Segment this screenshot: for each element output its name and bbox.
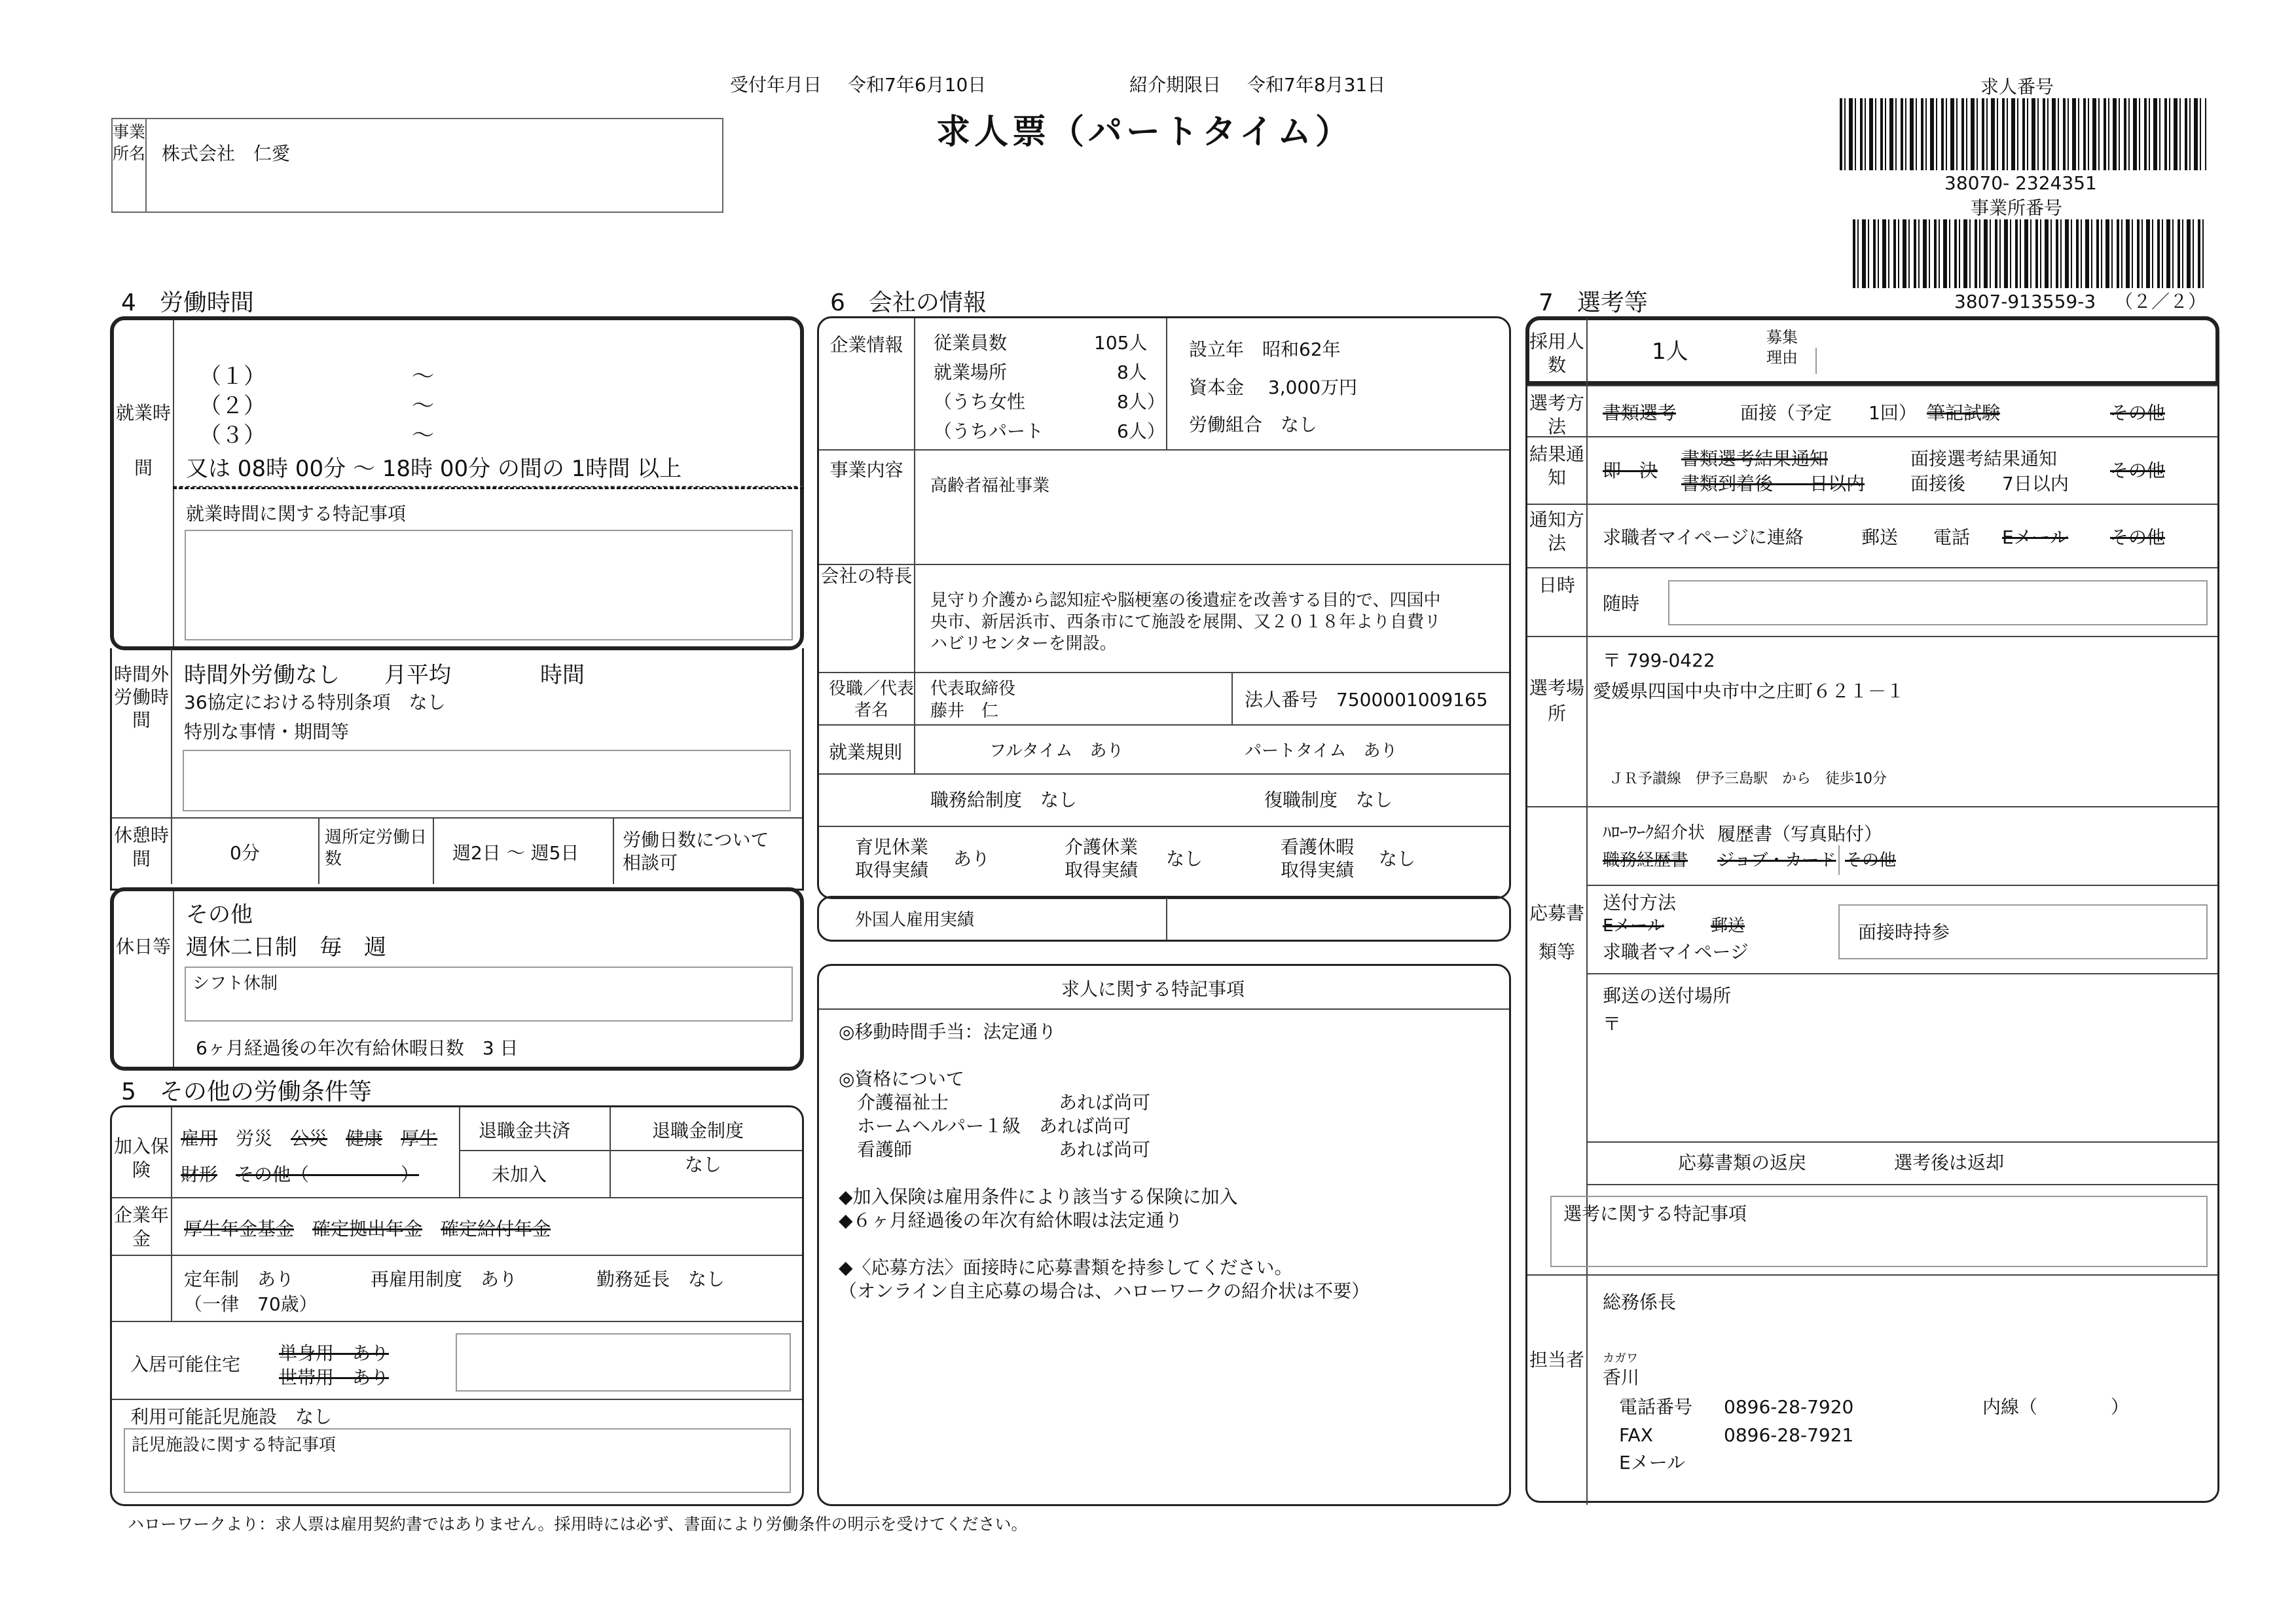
date-field — [1668, 580, 2208, 625]
rep-title: 代表取締役 — [930, 679, 1016, 699]
rep-label: 役職／代表者名 — [829, 679, 915, 720]
slot-3-tilde: ～ — [412, 422, 434, 449]
contact-label: 担当者 — [1529, 1349, 1584, 1371]
women: 8人） — [1117, 391, 1165, 413]
childcare-leave: あり — [953, 848, 991, 870]
ins-kousai: 公災 — [291, 1128, 328, 1149]
r-int-2: 面接後 7日以内 — [1910, 473, 2069, 494]
retire-mutual-value: 未加入 — [492, 1164, 547, 1185]
note-line: ◎資格について — [839, 1068, 964, 1090]
break-label: 休憩時間 — [113, 824, 169, 870]
feature-line-1: 見守り介護から認知症や脳梗塞の後遺症を改善する目的で、四国中 — [930, 591, 1441, 610]
period-label: 紹介期限日 — [1129, 74, 1222, 96]
note-line — [839, 1232, 1370, 1256]
m-written: 筆記試験 — [1927, 402, 2001, 424]
s-mypage: 求職者マイページ — [1603, 941, 1749, 963]
notice-label: 通知方法 — [1529, 509, 1584, 555]
workplace: 8人 — [1117, 361, 1147, 383]
s-email: Eメール — [1603, 916, 1664, 936]
other-conditions-box — [110, 1105, 804, 1506]
hire: 1人 — [1652, 339, 1688, 365]
docs-label: 応募書類等 — [1529, 902, 1584, 963]
office-number-barcode — [1853, 219, 2206, 288]
mail-postal: 〒 — [1603, 1013, 1622, 1035]
rep-name: 藤井 仁 — [930, 701, 999, 721]
d-jobcard: ジョブ・カード — [1717, 851, 1836, 870]
special-circumstances-field — [183, 750, 791, 811]
m-other: その他 — [2110, 402, 2166, 424]
corp-no: 法人番号 7500001009165 — [1245, 689, 1488, 710]
special-circumstances: 特別な事情・期間等 — [184, 721, 350, 743]
note-line: ◆６ヶ月経過後の年次有給休暇は法定通り — [839, 1209, 1183, 1231]
n-phone: 電話 — [1933, 526, 1971, 548]
days-note-1: 労働日数について — [623, 829, 769, 851]
job-number-barcode — [1840, 98, 2206, 170]
return-label: 応募書類の返戻 — [1678, 1152, 1807, 1173]
slot-1-tilde: ～ — [412, 363, 434, 390]
slot-2: （２） — [199, 393, 266, 419]
holiday-label: 休日等 — [115, 936, 171, 957]
work-hours-note-field — [185, 530, 793, 640]
retire-age: 定年制 あり — [184, 1268, 295, 1290]
period-date: 令和7年8月31日 — [1247, 74, 1386, 96]
rules-full: フルタイム あり — [989, 741, 1124, 761]
note-line: ◎移動時間手当：法定通り — [839, 1021, 1057, 1043]
m-interview: 面接（予定 1回） — [1740, 402, 1917, 424]
rules-label: 就業規則 — [829, 741, 903, 763]
business: 高齢者福祉事業 — [930, 476, 1050, 496]
cp-dc: 確定拠出年金 — [312, 1218, 423, 1240]
office-name-box — [111, 118, 723, 213]
retire-system-label: 退職金制度 — [652, 1120, 744, 1141]
weekly-days: 週2日 ～ 週5日 — [452, 842, 579, 864]
part: 6人） — [1117, 420, 1165, 442]
r-immediate: 即 決 — [1603, 460, 1658, 481]
childcare-leave-label: 育児休業取得実績 — [855, 836, 929, 881]
contact-kana: カガワ — [1603, 1352, 1638, 1365]
note-line: ◆加入保険は雇用条件により該当する保険に加入 — [839, 1186, 1238, 1208]
page-indicator: （２／２） — [2115, 291, 2207, 312]
housing-label: 入居可能住宅 — [130, 1354, 241, 1375]
section7-title: 7 選考等 — [1539, 289, 1648, 316]
job-number: 38070- 2324351 — [1944, 172, 2097, 194]
slot-1: （１） — [199, 363, 266, 390]
mail-to: 郵送の送付場所 — [1603, 985, 1732, 1006]
section5-title: 5 その他の労働条件等 — [121, 1079, 372, 1105]
employees-label: 従業員数 — [934, 332, 1008, 354]
note-line: ◆〈応募方法〉面接時に応募書類を持参してください。 — [839, 1257, 1293, 1278]
slot-2-tilde: ～ — [412, 393, 434, 419]
tel-label: 電話番号 — [1619, 1396, 1693, 1418]
workplace-label: 就業場所 — [934, 361, 1008, 383]
docs-other-field — [1838, 845, 2206, 875]
retire-mutual-label: 退職金共済 — [479, 1120, 571, 1141]
slot-3: （３） — [199, 422, 266, 449]
job-number-label: 求人番号 — [1980, 76, 2054, 98]
overtime-line: 時間外労働なし 月平均 時間 — [184, 662, 585, 688]
r-doc-2: 書類到着後 日以内 — [1681, 473, 1865, 494]
result-label: 結果通知 — [1529, 443, 1584, 489]
foreign-box — [817, 896, 1511, 942]
feature-label: 会社の特長 — [820, 565, 913, 587]
housing-note-field — [456, 1333, 791, 1392]
d-resume: 履歴書（写真貼付） — [1717, 823, 1883, 845]
union: 労働組合 なし — [1189, 414, 1318, 435]
founded: 設立年 昭和62年 — [1189, 339, 1341, 360]
foreign-label: 外国人雇用実績 — [855, 910, 975, 930]
cp-db: 確定給付年金 — [441, 1218, 551, 1240]
contact-name: 香川 — [1603, 1367, 1640, 1388]
break-value: 0分 — [230, 842, 260, 864]
section4-title: 4 労働時間 — [121, 289, 254, 316]
email-label: Eメール — [1619, 1452, 1686, 1473]
office-number: 3807-913559-3 — [1954, 291, 2096, 312]
holiday-system: 週休二日制 毎 週 — [186, 934, 386, 961]
contact-title: 総務係長 — [1603, 1291, 1677, 1313]
business-label: 事業内容 — [829, 459, 903, 481]
childcare: 利用可能託児施設 なし — [130, 1406, 333, 1428]
r-other: その他 — [2110, 460, 2166, 481]
s-mail: 郵送 — [1711, 916, 1745, 936]
childcare-note: 託児施設に関する特記事項 — [132, 1435, 337, 1455]
ext: 内線（ ） — [1982, 1396, 2130, 1418]
note-line: 看護師 あれば尚可 — [839, 1139, 1151, 1160]
n-other: その他 — [2110, 526, 2166, 548]
agreement: 36協定における特別条項 なし — [184, 692, 446, 713]
company-info-label: 企業情報 — [829, 334, 903, 356]
reason-label: 募集理由 — [1766, 328, 1798, 367]
overtime-break-box — [110, 648, 804, 891]
d-other: その他 — [1845, 851, 1897, 870]
housing-single: 単身用 あり — [279, 1342, 390, 1364]
hire-label: 採用人数 — [1529, 331, 1584, 377]
reinstate: 復職制度 なし — [1264, 789, 1393, 811]
place-label: 選考場所 — [1529, 677, 1584, 725]
received-label: 受付年月日 — [730, 74, 822, 96]
postal: 〒 799-0422 — [1603, 650, 1715, 671]
office-name: 株式会社 仁愛 — [162, 143, 291, 164]
employees: 105人 — [1094, 332, 1148, 354]
note-line: ホームヘルパー１級 あれば尚可 — [839, 1115, 1131, 1137]
work-hours-label: 就業時間 — [115, 402, 171, 479]
tel: 0896-28-7920 — [1724, 1396, 1854, 1418]
access: ＪＲ予讃線 伊予三島駅 から 徒歩10分 — [1609, 771, 1887, 787]
sel-notes-label: 選考に関する特記事項 — [1563, 1203, 1747, 1225]
retire-age-detail: （一律 70歳） — [184, 1293, 318, 1315]
date-label: 日時 — [1538, 574, 1575, 596]
extension: 勤務延長 なし — [596, 1268, 725, 1290]
n-email: Eメール — [2002, 526, 2069, 548]
special-notes-title: 求人に関する特記事項 — [1061, 978, 1245, 1000]
page-title: 求人票（パートタイム） — [936, 113, 1353, 152]
feature-line-2: 央市、新居浜市、西条市にて施設を展開、又２０１８年より自費リ — [930, 612, 1442, 632]
received-date: 令和7年6月10日 — [848, 74, 987, 96]
housing-family: 世帯用 あり — [279, 1367, 390, 1388]
section6-title: 6 会社の情報 — [830, 289, 987, 316]
holiday-note: シフト休制 — [192, 974, 278, 993]
ins-rosai: 労災 — [236, 1128, 273, 1149]
return-value: 選考後は返却 — [1894, 1152, 2005, 1173]
footer-note: ハローワークより：求人票は雇用契約書ではありません。採用時には必ず、書面により労働条件の明示を受けてください。 — [128, 1515, 1028, 1534]
special-notes-box — [817, 964, 1511, 1506]
fax: 0896-28-7921 — [1724, 1424, 1854, 1446]
address: 愛媛県四国中央市中之庄町６２１－１ — [1593, 680, 1905, 702]
company-info-box — [817, 316, 1511, 899]
holiday-other: その他 — [186, 902, 253, 928]
d-career: 職務経歴書 — [1603, 851, 1688, 870]
ins-zaikei: 財形 — [181, 1164, 218, 1185]
retire-system-value: なし — [685, 1154, 722, 1175]
work-hours-range: 又は 08時 00分 ～ 18時 00分 の間の 1時間 以上 — [186, 456, 682, 482]
reason-field — [1815, 348, 2200, 374]
sick-leave-label: 看護休暇取得実績 — [1281, 836, 1355, 881]
method-label: 選考方法 — [1529, 392, 1584, 438]
work-hours-box — [110, 316, 804, 650]
d-hw: ﾊﾛｰﾜｰｸ紹介状 — [1603, 823, 1705, 843]
weekly-days-label: 週所定労働日数 — [325, 828, 428, 869]
nursing-leave: なし — [1166, 848, 1203, 870]
selection-box — [1525, 316, 2219, 1503]
rehire: 再雇用制度 あり — [371, 1268, 518, 1290]
paid-leave: 6ヶ月経過後の年次有給休暇日数 3 日 — [196, 1037, 519, 1059]
bring: 面接時持参 — [1858, 921, 1950, 943]
corp-pension-label: 企業年金 — [113, 1204, 169, 1250]
duty-pay: 職務給制度 なし — [930, 789, 1078, 811]
nursing-leave-label: 介護休業取得実績 — [1065, 836, 1139, 881]
women-label: （うち女性 — [934, 391, 1026, 413]
ins-pension: 厚生 — [401, 1128, 438, 1149]
office-number-label: 事業所番号 — [1971, 197, 2063, 219]
note-line — [839, 1162, 1370, 1185]
n-mypage: 求職者マイページに連絡 — [1603, 526, 1804, 548]
holiday-box — [110, 887, 804, 1071]
m-doc: 書類選考 — [1603, 402, 1677, 424]
ins-other: その他（ ） — [236, 1164, 420, 1185]
note-line: 介護福祉士 あれば尚可 — [839, 1092, 1151, 1113]
send-method: 送付方法 — [1603, 892, 1677, 913]
fax-label: FAX — [1619, 1424, 1653, 1446]
r-int-1: 面接選考結果通知 — [1910, 448, 2058, 470]
ins-employment: 雇用 — [181, 1128, 218, 1149]
date: 随時 — [1603, 593, 1640, 614]
r-doc-1: 書類選考結果通知 — [1681, 448, 1829, 470]
ins-health: 健康 — [346, 1128, 383, 1149]
n-mail: 郵送 — [1861, 526, 1899, 548]
overtime-label: 時間外労働時間 — [113, 663, 169, 731]
part-label: （うちパート — [934, 420, 1044, 442]
rules-part: パートタイム あり — [1245, 741, 1398, 761]
sick-leave: なし — [1379, 848, 1416, 870]
days-note-2: 相談可 — [623, 852, 678, 874]
feature-line-3: ハビリセンターを開設。 — [930, 634, 1117, 654]
insurance-label: 加入保険 — [113, 1135, 169, 1181]
capital: 資本金 3,000万円 — [1189, 377, 1358, 398]
office-name-label: 事業所名 — [113, 122, 146, 163]
work-hours-note-label: 就業時間に関する特記事項 — [186, 503, 407, 525]
note-line: （オンライン自主応募の場合は、ハローワークの紹介状は不要） — [839, 1280, 1370, 1302]
note-line — [839, 1044, 1370, 1067]
cp-fund: 厚生年金基金 — [184, 1218, 295, 1240]
